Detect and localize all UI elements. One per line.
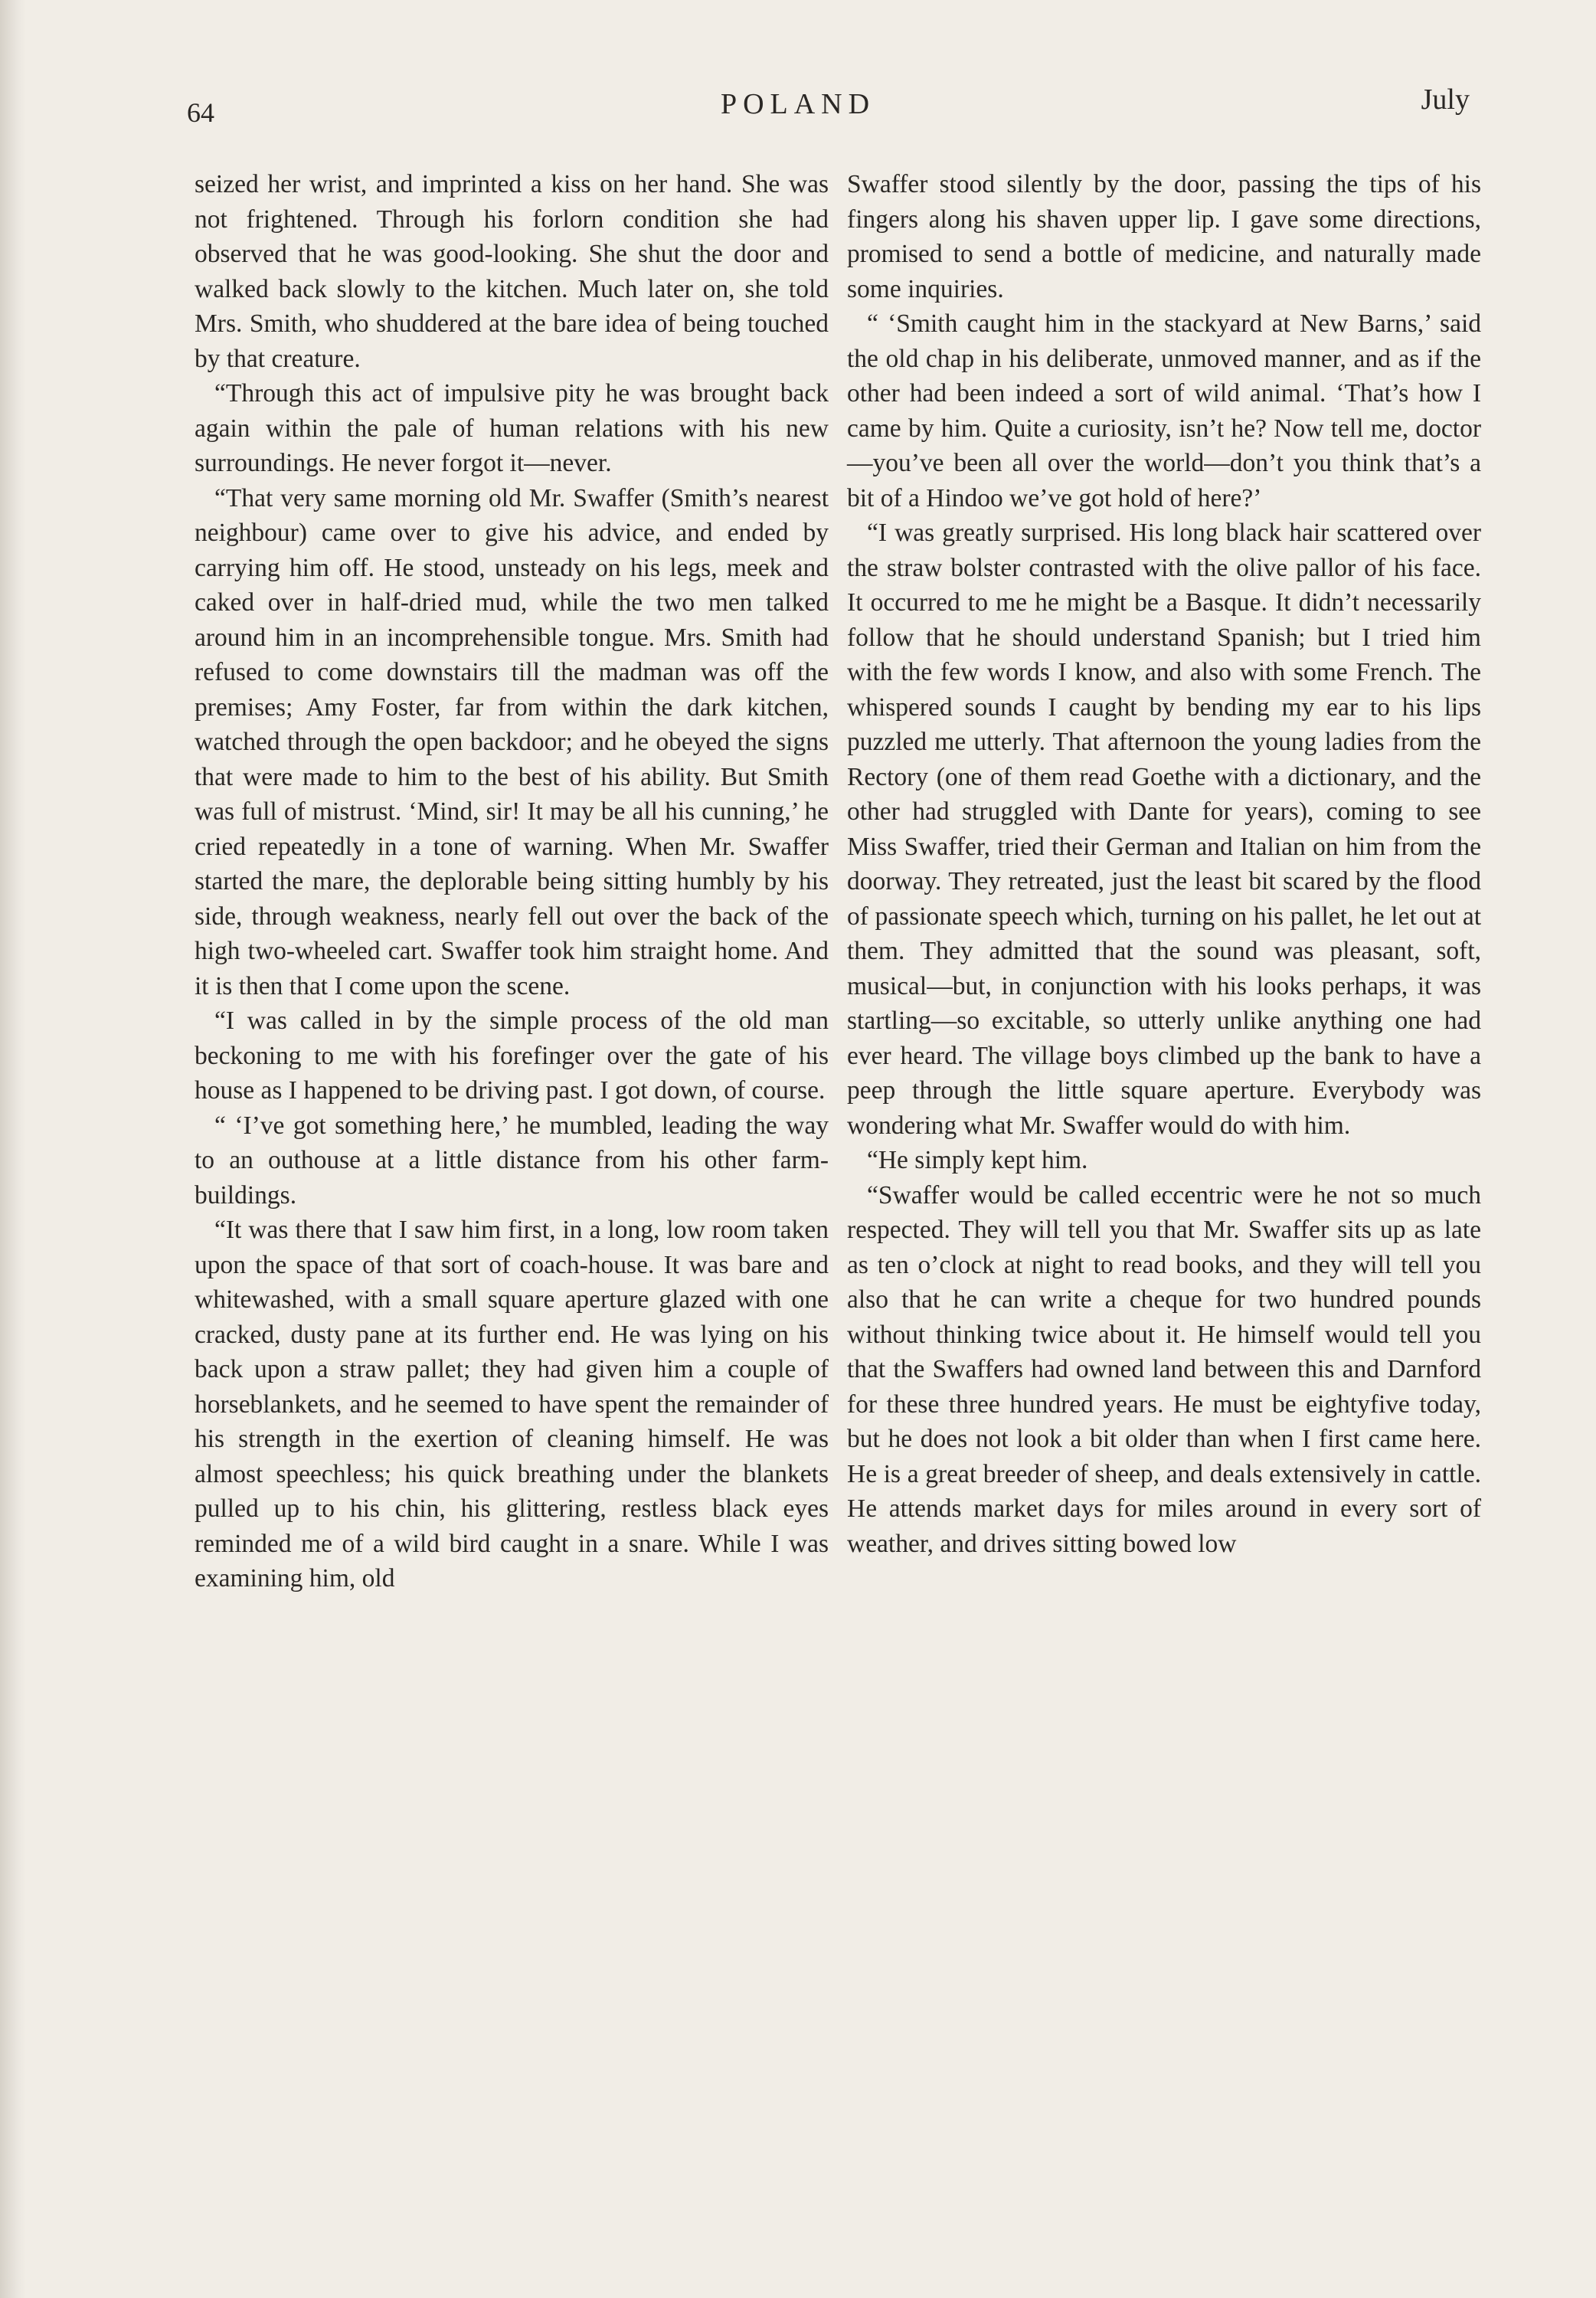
paragraph: “Through this act of impulsive pity he was brought back again within the pale of human relations with his new surroundings. He never forgot it—never. [195, 379, 829, 477]
paragraph: “I was greatly surprised. His long black hair scattered over the straw bolster contrasted with the olive pallor of his face. It occurred to me he might be a Basque. It didn’t necessarily follow that he should understand Spanish; but I tried him with the few words I know, and also with some French. The whispered sounds I caught by bending my ear to his lips puzzled me utterly. That afternoon the young ladies from the Rectory (one of them read Goethe with a dictionary, and the other had struggled with Dante for years), coming to see Miss Swaffer, tried their German and Italian on him from the doorway. They retreated, just the least bit scared by the flood of passionate speech which, turning on his pallet, he let out at them. They admitted that the sound was pleasant, soft, musical—but, in conjunction with his looks perhaps, it was startling—so excitable, so utterly unlike anything one had ever heard. The village boys climbed up the bank to have a peep through the little square aperture. Everybody was wondering what Mr. Swaffer would do with him. [847, 519, 1481, 1140]
paragraph: “ ‘Smith caught him in the stackyard at New Barns,’ said the old chap in his deliberate, unmoved manner, and as if the other had been indeed a sort of wild animal. ‘That’s how I came by him. Quite a curiosity, isn’t he? Now tell me, doctor—you’ve been all over the world—don’t you think that’s a bit of a Hindoo we’ve got hold of here?’ [847, 309, 1481, 512]
page-gutter-shadow [0, 0, 26, 2298]
paragraph: “ ‘I’ve got something here,’ he mumbled, leading the way to an outhouse at a little distance from his other farm-buildings. [195, 1111, 829, 1210]
issue-month: July [1421, 83, 1470, 116]
paragraph: seized her wrist, and imprinted a kiss on her hand. She was not frightened. Through his forlorn condition she had observed that he was good-looking. She shut the door and walked back slowly to the kitchen. Much later on, she told Mrs. Smith, who shuddered at the bare idea of being touched by that creature. [195, 170, 829, 373]
paragraph: “That very same morning old Mr. Swaffer (Smith’s nearest neighbour) came over to give his advice, and ended by carrying him off. He stood, unsteady on his legs, meek and caked over in half-dried mud, while the two men talked around him in an incomprehensible tongue. Mrs. Smith had refused to come downstairs till the madman was off the premises; Amy Foster, far from within the dark kitchen, watched through the open backdoor; and he obeyed the signs that were made to him to the best of his ability. But Smith was full of mistrust. ‘Mind, sir! It may be all his cunning,’ he cried repeatedly in a tone of warning. When Mr. Swaffer started the mare, the deplorable being sitting humbly by his side, through weakness, nearly fell out over the back of the high two-wheeled cart. Swaffer took him straight home. And it is then that I come upon the scene. [195, 483, 829, 1000]
paragraph: “He simply kept him. [867, 1146, 1088, 1174]
paragraph: “It was there that I saw him first, in a long, low room taken upon the space of that sort of coach-house. It was bare and whitewashed, with a small square aperture glazed with one cracked, dusty pane at its further end. He was lying on his back upon a straw pallet; they had given him a couple of horseblankets, and he seemed to have spent the remainder of his strength in the exertion of cleaning himself. He was almost speechless; his quick breathing under the blankets pulled up to his chin, his glittering, restless black eyes reminded me of a wild bird caught in a snare. While I was examining him, old [195, 1216, 829, 1593]
paragraph: “I was called in by the simple process of the old man beckoning to me with his forefinger over the gate of his house as I happened to be driving past. I got down, of course. [195, 1007, 829, 1105]
left-column [195, 167, 829, 1596]
page-number: 64 [187, 97, 214, 128]
paragraph: “Swaffer would be called eccentric were he not so much respected. They will tell you that Mr. Swaffer sits up as late as ten o’clock at night to read books, and they will tell you also that he can write a cheque for two hundred pounds without thinking twice about it. He himself would tell you that the Swaffers had owned land between this and Darnford for these three hundred years. He must be eightyfive today, but he does not look a bit older than when I first came here. He is a great breeder of sheep, and deals extensively in cattle. He attends market days for miles around in every sort of weather, and drives sitting bowed low [847, 1180, 1481, 1558]
paragraph: Swaffer stood silently by the door, passing the tips of his fingers along his shaven upper lip. I gave some directions, promised to send a bottle of medicine, and naturally made some inquiries. [847, 170, 1481, 303]
running-title: POLAND [720, 88, 876, 120]
page-header [0, 83, 1596, 129]
right-column [847, 167, 1481, 1561]
